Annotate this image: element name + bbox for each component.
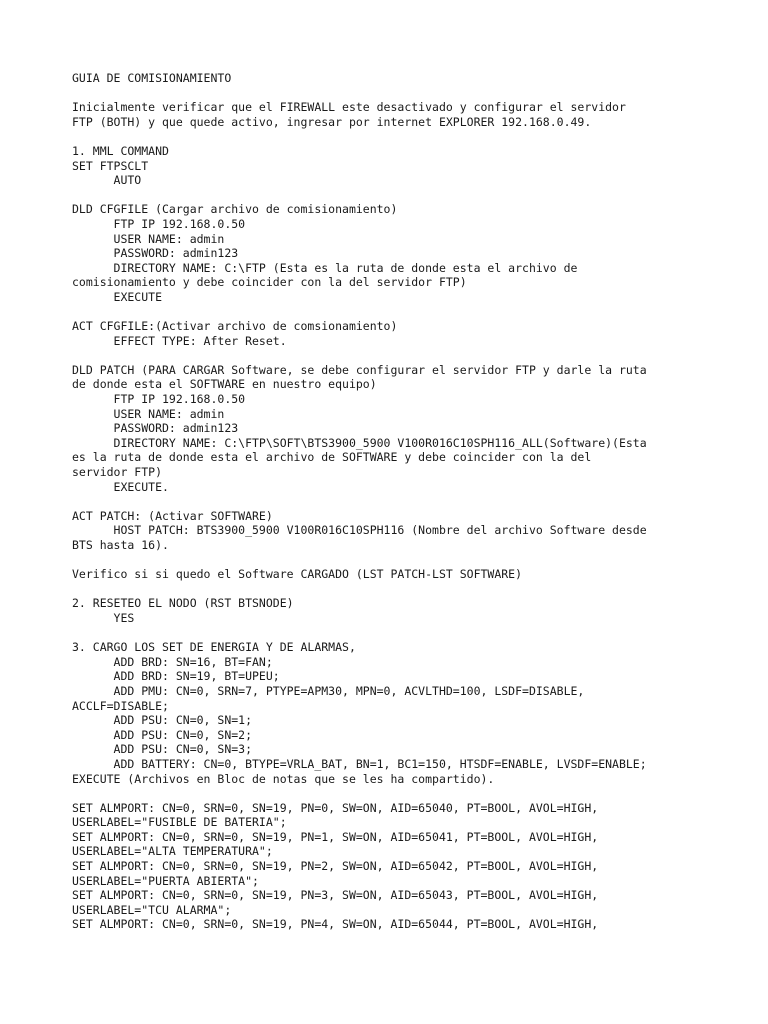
- text-line: ACCLF=DISABLE;: [72, 698, 169, 713]
- text-line: USERLABEL="TCU ALARMA";: [72, 902, 232, 917]
- text-line: USERLABEL="PUERTA ABIERTA";: [72, 873, 259, 888]
- text-line: EXECUTE.: [72, 479, 169, 494]
- text-line: DLD CFGFILE (Cargar archivo de comisionamiento): [72, 202, 398, 217]
- text-line: Inicialmente verificar que el FIREWALL este desactivado y configurar el servidor: [72, 100, 626, 115]
- text-line: SET ALMPORT: CN=0, SRN=0, SN=19, PN=3, SW=ON, AID=65043, PT=BOOL, AVOL=HIGH,: [72, 888, 599, 903]
- blank-line: [72, 305, 712, 320]
- text-line: es la ruta de donde esta el archivo de SOFTWARE y debe coincider con la del: [72, 450, 592, 465]
- text-line: ADD PSU: CN=0, SN=3;: [72, 742, 253, 757]
- text-line: YES: [72, 610, 135, 625]
- text-line: SET FTPSCLT: [72, 158, 149, 173]
- blank-line: [72, 86, 712, 101]
- text-line: comisionamiento y debe coincider con la del servidor FTP): [72, 275, 467, 290]
- blank-line: [72, 188, 712, 203]
- text-line: 2. RESETEO EL NODO (RST BTSNODE): [72, 596, 294, 611]
- text-line: HOST PATCH: BTS3900_5900 V100R016C10SPH116 (Nombre del archivo Software desde: [72, 523, 647, 538]
- text-line: DIRECTORY NAME: C:\FTP (Esta es la ruta de donde esta el archivo de: [72, 260, 578, 275]
- text-line: Verifico si si quedo el Software CARGADO (LST PATCH-LST SOFTWARE): [72, 567, 523, 582]
- text-line: PASSWORD: admin123: [72, 246, 239, 261]
- blank-line: [72, 348, 712, 363]
- text-line: 1. MML COMMAND: [72, 143, 169, 158]
- text-line: ADD PSU: CN=0, SN=2;: [72, 727, 253, 742]
- blank-line: [72, 626, 712, 641]
- text-line: FTP IP 192.168.0.50: [72, 216, 246, 231]
- text-line: AUTO: [72, 173, 142, 188]
- text-line: ADD BATTERY: CN=0, BTYPE=VRLA_BAT, BN=1, BC1=150, HTSDF=ENABLE, LVSDF=ENABLE;: [72, 756, 647, 771]
- text-line: DIRECTORY NAME: C:\FTP\SOFT\BTS3900_5900 V100R016C10SPH116_ALL(Software)(Esta: [72, 435, 647, 450]
- text-line: USERLABEL="FUSIBLE DE BATERIA";: [72, 815, 287, 830]
- text-line: GUIA DE COMISIONAMIENTO: [72, 71, 232, 85]
- blank-line: [72, 494, 712, 509]
- text-line: SET ALMPORT: CN=0, SRN=0, SN=19, PN=1, SW=ON, AID=65041, PT=BOOL, AVOL=HIGH,: [72, 829, 599, 844]
- text-line: ADD PMU: CN=0, SRN=7, PTYPE=APM30, MPN=0, ACVLTHD=100, LSDF=DISABLE,: [72, 683, 585, 698]
- text-line: ACT CFGFILE:(Activar archivo de comsionamiento): [72, 319, 398, 334]
- text-line: ADD PSU: CN=0, SN=1;: [72, 713, 253, 728]
- text-line: SET ALMPORT: CN=0, SRN=0, SN=19, PN=2, SW=ON, AID=65042, PT=BOOL, AVOL=HIGH,: [72, 859, 599, 874]
- text-line: USER NAME: admin: [72, 231, 225, 246]
- text-line: BTS hasta 16).: [72, 538, 169, 552]
- text-line: DLD PATCH (PARA CARGAR Software, se debe configurar el servidor FTP y darle la ruta: [72, 362, 647, 377]
- blank-line: [72, 553, 712, 568]
- text-line: FTP (BOTH) y que quede activo, ingresar por internet EXPLORER 192.168.0.49.: [72, 114, 592, 129]
- text-line: EXECUTE: [72, 289, 163, 304]
- text-line: SET ALMPORT: CN=0, SRN=0, SN=19, PN=0, SW=ON, AID=65040, PT=BOOL, AVOL=HIGH,: [72, 800, 599, 815]
- text-line: de donde esta el SOFTWARE en nuestro equipo): [72, 377, 377, 392]
- text-line: USER NAME: admin: [72, 406, 225, 421]
- document-page: [72, 71, 712, 932]
- text-line: ADD BRD: SN=16, BT=FAN;: [72, 654, 273, 669]
- blank-line: [72, 582, 712, 597]
- text-line: servidor FTP): [72, 465, 163, 480]
- text-line: EXECUTE (Archivos en Bloc de notas que se les ha compartido).: [72, 771, 495, 786]
- text-line: SET ALMPORT: CN=0, SRN=0, SN=19, PN=4, SW=ON, AID=65044, PT=BOOL, AVOL=HIGH,: [72, 917, 599, 932]
- text-line: USERLABEL="ALTA TEMPERATURA";: [72, 844, 273, 859]
- text-line: EFFECT TYPE: After Reset.: [72, 333, 287, 348]
- text-line: FTP IP 192.168.0.50: [72, 392, 246, 407]
- blank-line: [72, 129, 712, 144]
- text-line: ACT PATCH: (Activar SOFTWARE): [72, 508, 273, 523]
- text-line: ADD BRD: SN=19, BT=UPEU;: [72, 669, 280, 684]
- text-line: 3. CARGO LOS SET DE ENERGIA Y DE ALARMAS,: [72, 640, 356, 655]
- text-line: PASSWORD: admin123: [72, 421, 239, 436]
- blank-line: [72, 786, 712, 801]
